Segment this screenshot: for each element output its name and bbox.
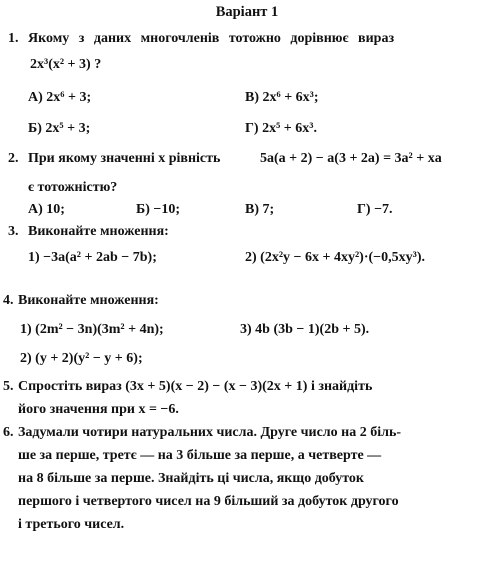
q4-text: Виконайте множення: <box>18 293 159 308</box>
q2-option-b: Б) −10; <box>136 202 181 217</box>
q1-option-g: Г) 2x⁵ + 6x³. <box>245 121 317 136</box>
q1-option-v: В) 2x⁶ + 6x³; <box>245 90 319 105</box>
q6-number: 6. <box>3 425 14 440</box>
q4-item-2: 2) (y + 2)(y² − y + 6); <box>20 351 143 366</box>
variant-title: Варіант 1 <box>215 4 279 20</box>
q3-number: 3. <box>8 224 19 239</box>
q1-option-b: Б) 2x⁵ + 3; <box>28 121 91 136</box>
q2-option-g: Г) −7. <box>357 202 393 217</box>
q5-line-2: його значення при x = −6. <box>18 402 179 417</box>
q2-option-a: А) 10; <box>28 202 65 217</box>
q3-item-2: 2) (2x²y − 6x + 4xy²)·(−0,5xy³). <box>245 250 426 265</box>
q4-number: 4. <box>3 293 14 308</box>
q2-text-continued: є тотожністю? <box>28 180 118 195</box>
q4-item-1: 1) (2m² − 3n)(3m² + 4n); <box>20 322 164 337</box>
q1-number: 1. <box>8 31 19 46</box>
q6-line-4: першого і четвертого чисел на 9 більший за добуток другого <box>18 494 399 509</box>
q1-text: Якому з даних многочленів тотожно дорівнює вираз <box>28 31 395 46</box>
q6-line-5: і третього чисел. <box>18 517 125 532</box>
q1-option-a: А) 2x⁶ + 3; <box>28 90 92 105</box>
q2-text: При якому значенні x рівність <box>28 151 221 166</box>
q3-text: Виконайте множення: <box>28 224 169 239</box>
q4-item-3: 3) 4b (3b − 1)(2b + 5). <box>240 322 370 337</box>
q1-expression: 2x³(x² + 3) ? <box>30 57 102 72</box>
q5-line-1: Спростіть вираз (3x + 5)(x − 2) − (x − 3)(2x + 1) і знайдіть <box>18 379 373 394</box>
q2-number: 2. <box>8 151 19 166</box>
q6-line-1: Задумали чотири натуральних числа. Друге число на 2 біль- <box>18 425 402 440</box>
q6-line-2: ше за перше, третє — на 3 більше за перше, а четверте — <box>18 448 382 463</box>
q2-equation: 5a(a + 2) − a(3 + 2a) = 3a² + xa <box>260 151 442 166</box>
q3-item-1: 1) −3a(a² + 2ab − 7b); <box>28 250 157 265</box>
q5-number: 5. <box>3 379 14 394</box>
q2-option-v: В) 7; <box>245 202 275 217</box>
q6-line-3: на 8 більше за перше. Знайдіть ці числа, якщо добуток <box>18 471 365 486</box>
